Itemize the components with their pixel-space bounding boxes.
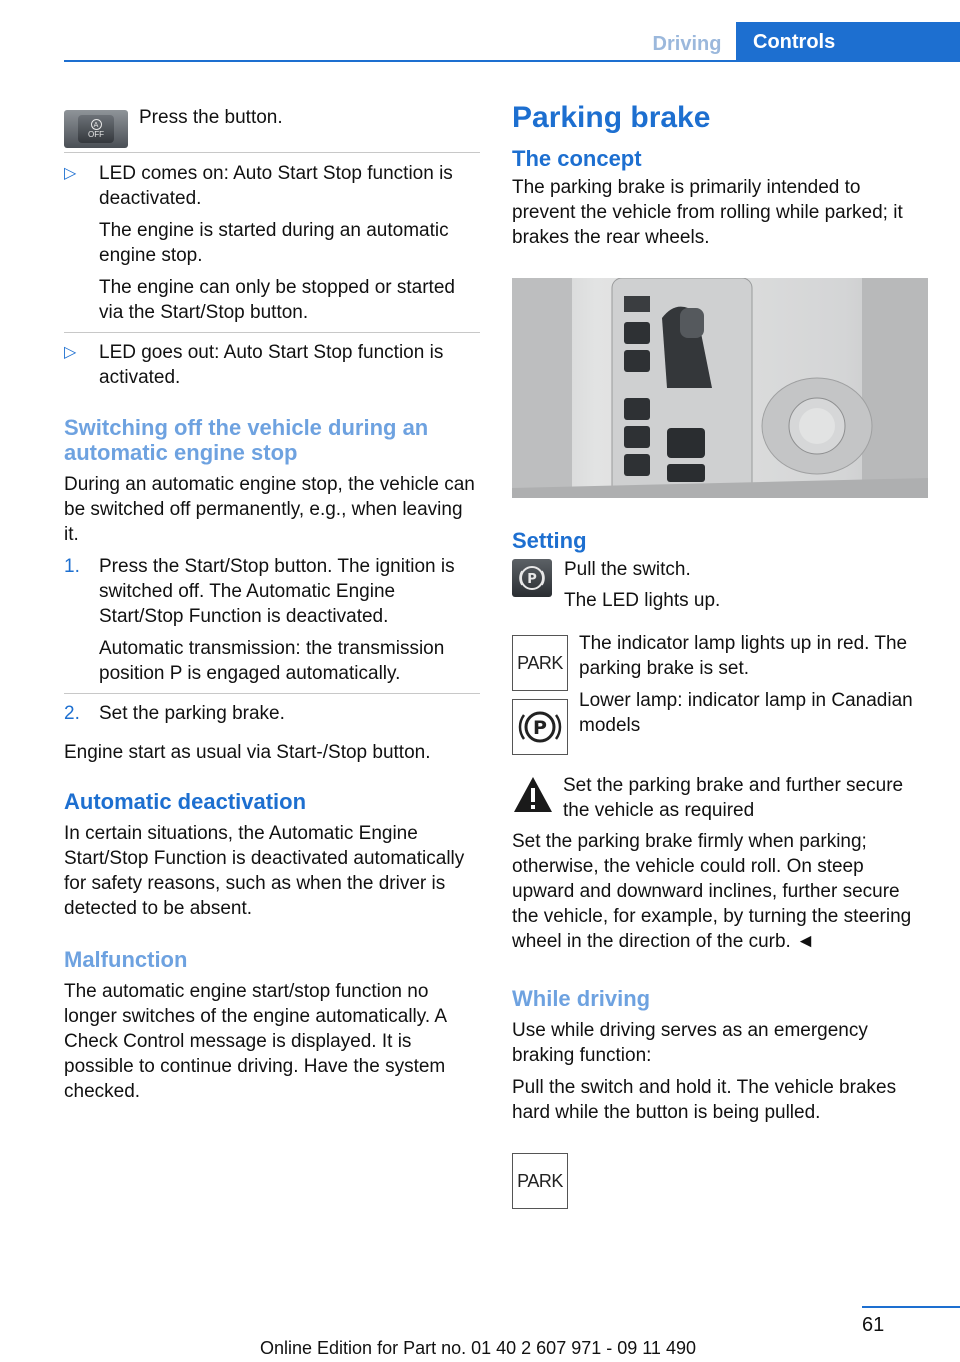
bullet-triangle-icon: ▷: [64, 165, 77, 182]
step-line: Automatic transmission: the transmission position P is engaged automatically.: [99, 638, 445, 684]
warning-triangle-icon: [512, 775, 554, 815]
divider: [64, 693, 480, 694]
led-lights-text: The LED lights up.: [564, 590, 721, 611]
right-column: [512, 100, 928, 1209]
engine-start-text: Engine start as usual via Start-/Stop button.: [64, 742, 431, 763]
concept-body: The parking brake is primarily intended to prevent the vehicle from rolling while parked; it brakes the rear wheels.: [512, 177, 903, 248]
page-title-parking-brake: Parking brake: [512, 101, 711, 134]
parking-brake-switch-icon: [512, 559, 552, 597]
step-number: 2.: [64, 703, 80, 724]
bullet-line: LED goes out: Auto Start Stop function is activated.: [99, 342, 444, 388]
step-item: [64, 554, 480, 686]
switch-off-body: During an automatic engine stop, the vehicle can be switched off permanently, e.g., when leaving it.: [64, 474, 475, 545]
bullet-line: The engine can only be stopped or started via the Start/Stop button.: [99, 277, 455, 323]
divider: [64, 332, 480, 333]
pull-switch-text: Pull the switch.: [564, 559, 691, 580]
step-line: Set the parking brake.: [99, 703, 285, 724]
heading-setting: Setting: [512, 528, 587, 553]
setting-pull-row: [512, 557, 928, 619]
edition-footer: Online Edition for Part no. 01 40 2 607 971 - 09 11 490: [260, 1338, 696, 1358]
step-line: Press the Start/Stop button. The ignition is switched off. The Automatic Engine Start/Stop Function is deactivated.: [99, 556, 455, 627]
bullet-triangle-icon: ▷: [64, 344, 77, 361]
while-driving-body1: Use while driving serves as an emergency braking function:: [512, 1020, 868, 1066]
heading-switching-off: Switching off the vehicle during an automatic engine stop: [64, 415, 429, 465]
center-console-photo: [512, 278, 928, 498]
press-button-row: [64, 100, 480, 152]
chapter-tab-controls[interactable]: Controls: [736, 22, 960, 62]
bullet-line: The engine is started during an automatic engine stop.: [99, 220, 449, 266]
left-column: [64, 100, 480, 1104]
indicator-text: The indicator lamp lights up in red. The parking brake is set.: [579, 633, 908, 679]
divider: [64, 152, 480, 153]
heading-malfunction: Malfunction: [64, 947, 188, 972]
park-indicator-icon: PARK: [512, 1153, 568, 1209]
park-indicator-icon: PARK: [512, 635, 568, 691]
heading-while-driving: While driving: [512, 986, 651, 1011]
svg-text:P: P: [527, 572, 537, 587]
heading-automatic-deactivation: Automatic deactivation: [64, 789, 307, 814]
while-driving-body2: Pull the switch and hold it. The vehicle brakes hard while the button is being pulled.: [512, 1077, 897, 1123]
warning-body: Set the parking brake firmly when parking; otherwise, the vehicle could roll. On steep upward and downward inclines, further secure the vehicle, for example, by turning the steering wheel in the direction of the curb. ◄: [512, 831, 912, 952]
indicator-row: [512, 631, 928, 761]
step-number: 1.: [64, 556, 80, 577]
bullet-line: LED comes on: Auto Start Stop function is deactivated.: [99, 163, 453, 209]
malfunction-body: The automatic engine start/stop function no longer switches of the engine automatically. A Check Control message is displayed. It is possible to continue driving. Have the system checked.: [64, 981, 446, 1102]
bullet-item: [64, 340, 480, 390]
page-number: 61: [862, 1314, 885, 1336]
press-button-text: Press the button.: [139, 107, 283, 128]
warning-title-row: [512, 775, 928, 821]
section-tab-driving[interactable]: Driving: [652, 32, 722, 55]
step-item: [64, 701, 480, 726]
canadian-lamp-text: Lower lamp: indicator lamp in Canadian models: [579, 690, 913, 736]
footer-rule: [862, 1306, 960, 1308]
heading-concept: The concept: [512, 146, 642, 171]
bullet-item: [64, 161, 480, 325]
p-circle-indicator-icon: [512, 699, 568, 755]
auto-start-stop-button-icon: A OFF: [64, 110, 128, 148]
svg-text:P: P: [533, 717, 547, 739]
center-console-illustration: [512, 278, 928, 498]
warning-title: Set the parking brake and further secure the vehicle as required: [563, 775, 904, 821]
auto-deact-body: In certain situations, the Automatic Engine Start/Stop Function is deactivated automatically for safety reasons, such as when the driver is detected to be absent.: [64, 823, 465, 919]
